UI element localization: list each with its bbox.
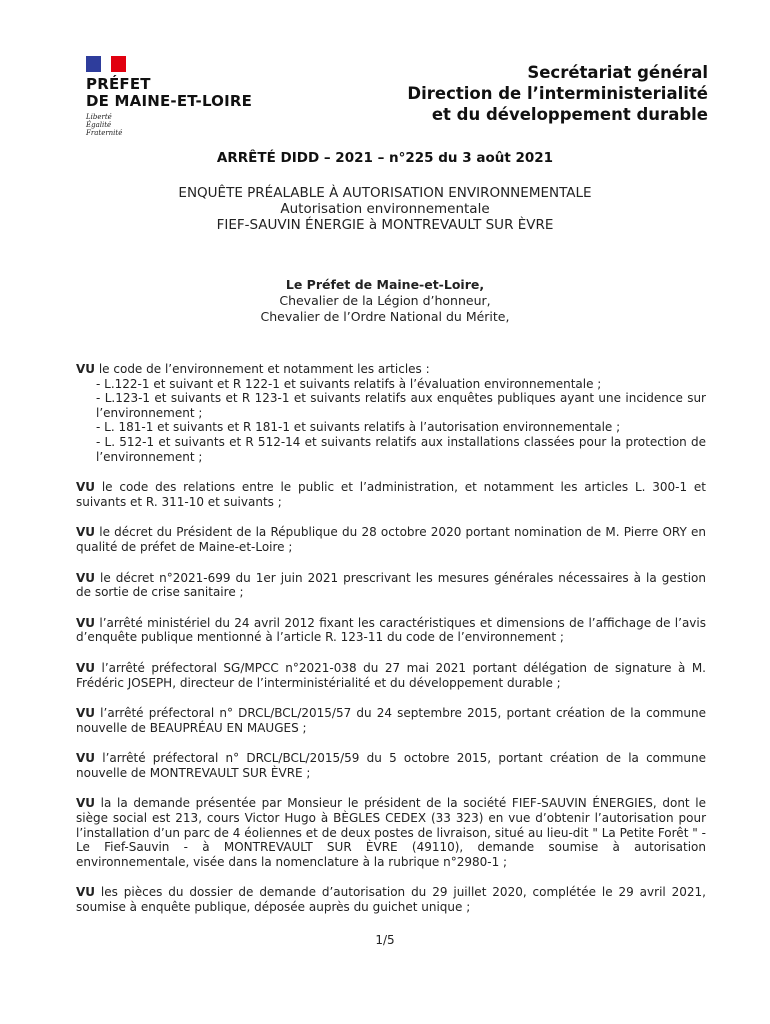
visa-paragraph: VU l’arrêté préfectoral SG/MPCC n°2021-038 du 27 mai 2021 portant délégation de signature à M. Frédéric JOSEPH, directeur de l’interministérialité et du développement durable ; xyxy=(76,660,706,690)
marianne-flag-icon xyxy=(86,56,126,72)
visa-paragraph: VU l’arrêté préfectoral n° DRCL/BCL/2015/59 du 5 octobre 2015, portant création de la commune nouvelle de MONTREVAULT SUR ÈVRE ; xyxy=(76,751,706,780)
visa-paragraph: VU le décret n°2021-699 du 1er juin 2021 prescrivant les mesures générales nécessaires à la gestion de sortie de crise sanitaire ; xyxy=(76,570,706,600)
visas-section xyxy=(76,362,706,931)
issuing-service xyxy=(407,62,708,125)
arrete-title: ARRÊTÉ DIDD – 2021 – n°225 du 3 août 2021 xyxy=(216,150,554,166)
service-line-3: et du développement durable xyxy=(431,105,708,124)
visa-paragraph: VU l’arrêté ministériel du 24 avril 2012 fixant les caractéristiques et dimensions de l’affichage de l’avis d’enquête publique mentionné à l’article R. 123-11 du code de l’environnement ; xyxy=(76,615,706,645)
logo-line-2: DE MAINE-ET-LOIRE xyxy=(86,92,253,110)
service-line-1: Secrétariat général xyxy=(527,63,708,82)
visa-paragraph: VU la la demande présentée par Monsieur le président de la société FIEF-SAUVIN ÉNERGIES, dont le siège social est 213, cours Victor Hugo à BÈGLES CEDEX (33 323) en vue d’obtenir l’autorisation pour l’installation d’un parc de 4 éoliennes et de deux postes de livraison, situé au lieu-dit " La Petite Forêt " - Le Fief-Sauvin - à MONTREVAULT SUR ÈVRE (49110), demande soumise à autorisation environnementale, visée dans la nomenclature à la rubrique n°2980-1 ; xyxy=(76,796,706,869)
prefect-title-2: Chevalier de l’Ordre National du Mérite, xyxy=(260,309,510,324)
arrete-subject: ENQUÊTE PRÉALABLE À AUTORISATION ENVIRONNEMENTALE Autorisation environnementale FIEF-SAUVIN ÉNERGIE à MONTREVAULT SUR ÈVRE xyxy=(178,185,592,233)
prefect-title-1: Chevalier de la Légion d’honneur, xyxy=(279,293,491,308)
visa-paragraph: VU l’arrêté préfectoral n° DRCL/BCL/2015/57 du 24 septembre 2015, portant création de la commune nouvelle de BEAUPRÉAU EN MAUGES ; xyxy=(76,706,706,735)
page-number: 1/5 xyxy=(375,933,395,947)
visa-paragraph: VU le décret du Président de la République du 28 octobre 2020 portant nomination de M. Pierre ORY en qualité de préfet de Maine-et-Loire ; xyxy=(76,525,706,554)
visa-paragraph: VU le code des relations entre le public et l’administration, et notamment les articles L. 300-1 et suivants et R. 311-10 et suivants ; xyxy=(76,480,706,509)
visa-list-item: - L.122-1 et suivant et R 122-1 et suivants relatifs à l’évaluation environnementale ; xyxy=(96,376,602,391)
visa-list-item: - L.123-1 et suivants et R 123-1 et suivants relatifs aux enquêtes publiques ayant une incidence sur l’environnement ; xyxy=(96,391,706,420)
visa-list-item: - L. 512-1 et suivants et R 512-14 et suivants relatifs aux installations classées pour la protection de l’environnement ; xyxy=(96,434,706,464)
republic-motto: Liberté Égalité Fraternité xyxy=(86,113,123,137)
prefect-block xyxy=(0,277,770,325)
visa-paragraph: VU le code de l’environnement et notamment les articles : - L.122-1 et suivant et R 122-1 et suivants relatifs à l’évaluation environnementale ; - L.123-1 et suivants et R 123-1 et suivants relatifs aux enquêtes publiques ayant une incidence sur l’environnement ; - L. 181-1 et suivants et R 181-1 et suivants relatifs à l’autorisation environnementale ; - L. 512-1 et suivants et R 512-14 et suivants relatifs aux installations classées pour la protection de l’environnement ; xyxy=(76,362,706,464)
service-line-2: Direction de l’interministerialité xyxy=(407,84,708,103)
prefect-name: Le Préfet de Maine-et-Loire, xyxy=(285,277,485,292)
logo-line-1: PRÉFET xyxy=(86,75,151,93)
visa-list-item: - L. 181-1 et suivants et R 181-1 et suivants relatifs à l’autorisation environnementale ; xyxy=(96,420,621,435)
visa-paragraph: VU les pièces du dossier de demande d’autorisation du 29 juillet 2020, complétée le 29 avril 2021, soumise à enquête publique, déposée auprès du guichet unique ; xyxy=(76,885,706,915)
prefecture-logo xyxy=(86,56,252,137)
